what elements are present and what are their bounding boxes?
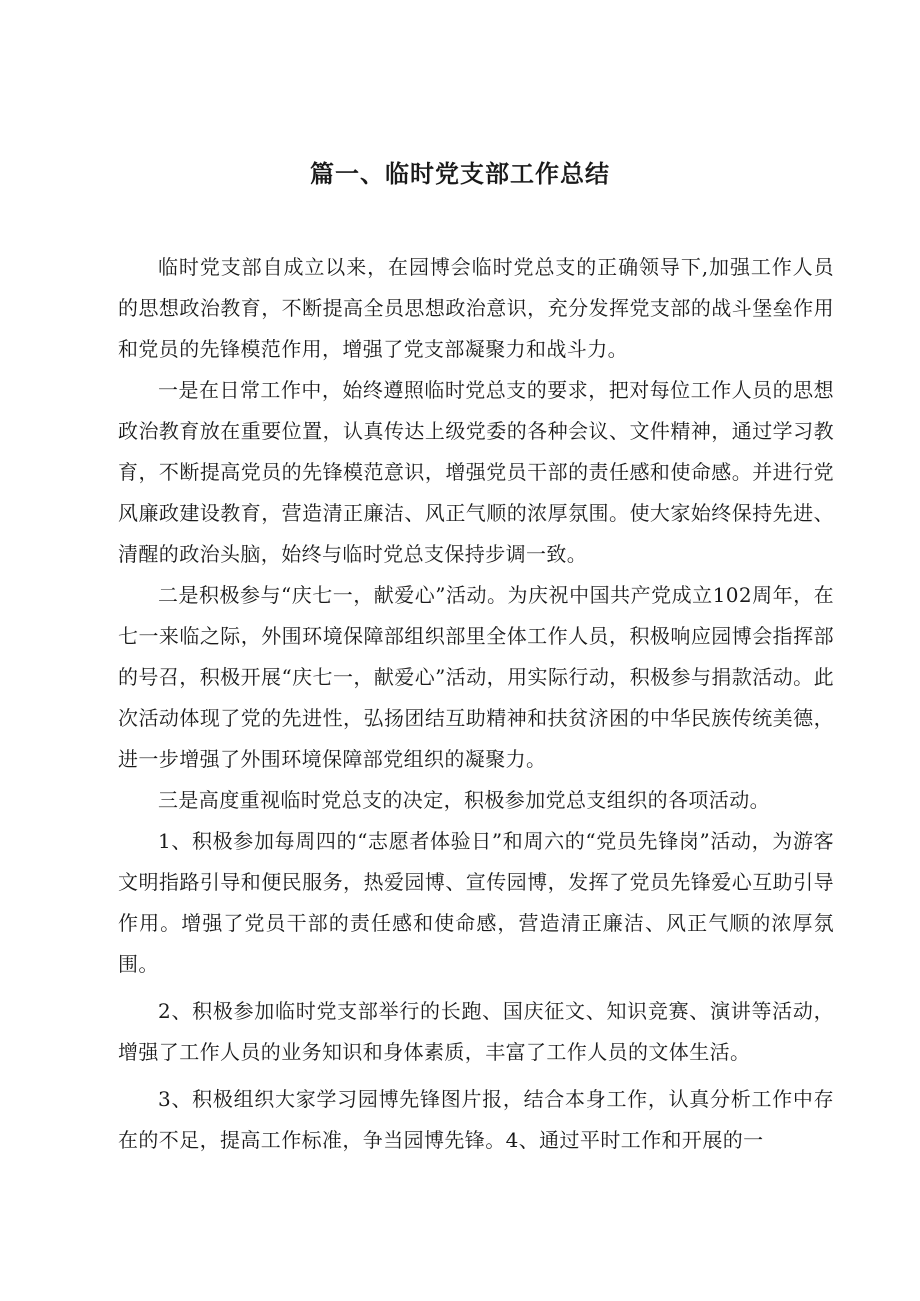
- paragraph-point-three: 三是高度重视临时党总支的决定，积极参加党总支组织的各项活动。: [158, 788, 770, 812]
- paragraph-intro: 临时党支部自成立以来，在园博会临时党总支的正确领导下,加强工作人员的思想政治教育，不断提高全员思想政治意识，充分发挥党支部的战斗堡垒作用和党员的先锋模范作用，增强了党支部凝聚力和战斗力。: [118, 255, 834, 361]
- page-title: 篇一、临时党支部工作总结: [310, 160, 610, 188]
- document-body: [118, 247, 834, 1161]
- paragraph-point-two: 二是积极参与“庆七一，献爱心”活动。为庆祝中国共产党成立102周年，在七一来临之际，外围环境保障部组织部里全体工作人员，积极响应园博会指挥部的号召，积极开展“庆七一，献爱心”活动，用实际行动，积极参与捐款活动。此次活动体现了党的先进性，弘扬团结互助精神和扶贫济困的中华民族传统美德，进一步增强了外围环境保障部党组织的凝聚力。: [118, 583, 834, 771]
- paragraph-item-2: 2、积极参加临时党支部举行的长跑、国庆征文、知识竞赛、演讲等活动，增强了工作人员的业务知识和身体素质，丰富了工作人员的文体生活。: [118, 999, 834, 1064]
- paragraph-item-3: 3、积极组织大家学习园博先锋图片报，结合本身工作，认真分析工作中存在的不足，提高工作标准，争当园博先锋。4、通过平时工作和开展的一: [118, 1087, 834, 1152]
- paragraph-item-1: 1、积极参加每周四的“志愿者体验日”和周六的“党员先锋岗”活动，为游客文明指路引导和便民服务，热爱园博、宣传园博，发挥了党员先锋爱心互助引导作用。增强了党员干部的责任感和使命感，营造清正廉洁、风正气顺的浓厚氛围。: [118, 829, 834, 976]
- paragraph-point-one: 一是在日常工作中，始终遵照临时党总支的要求，把对每位工作人员的思想政治教育放在重要位置，认真传达上级党委的各种会议、文件精神，通过学习教育，不断提高党员的先锋模范意识，增强党员干部的责任感和使命感。并进行党风廉政建设教育，营造清正廉洁、风正气顺的浓厚氛围。使大家始终保持先进、清醒的政治头脑，始终与临时党总支保持步调一致。: [118, 378, 834, 566]
